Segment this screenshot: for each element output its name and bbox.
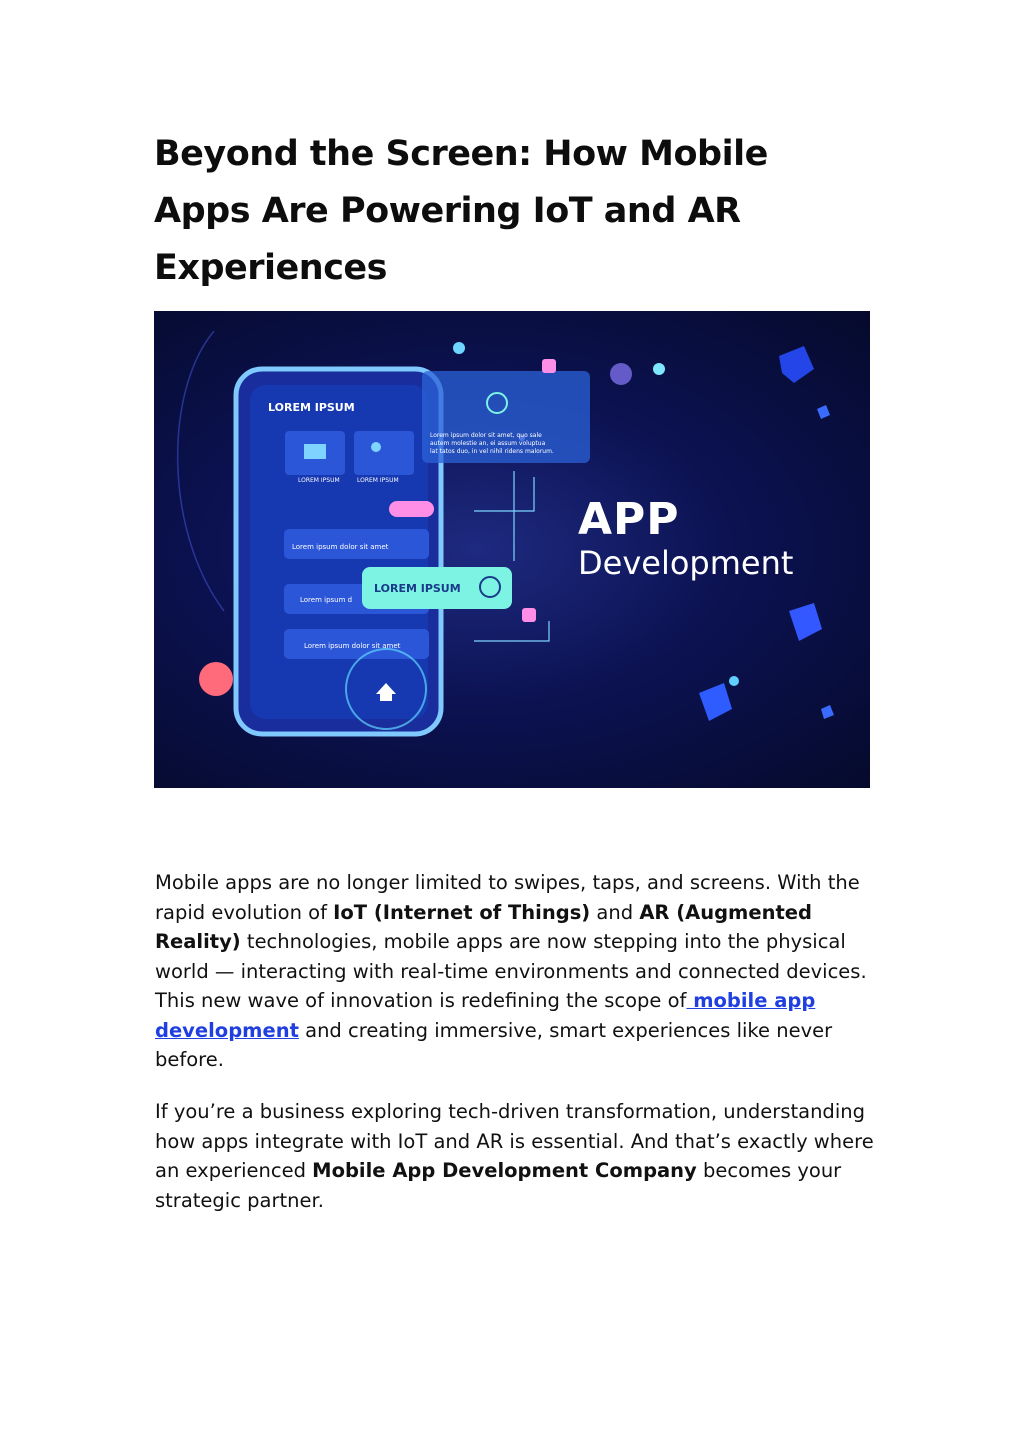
hero-heading: APP bbox=[578, 494, 680, 545]
toggle-pill bbox=[389, 501, 434, 517]
glow-dot bbox=[729, 676, 739, 686]
bold-term: Mobile App Development Company bbox=[312, 1159, 697, 1182]
bold-term: AR (Augmented Reality) bbox=[155, 900, 812, 953]
swirl-line bbox=[178, 331, 224, 611]
connector-line bbox=[474, 471, 549, 641]
popup-text: autem molestie an, ei assum voluptua bbox=[430, 440, 546, 447]
glow-dot bbox=[610, 363, 632, 385]
glow-dot bbox=[453, 342, 465, 354]
glow-dot bbox=[199, 662, 233, 696]
close-icon bbox=[542, 359, 556, 373]
text-run: Mobile apps are no longer limited to swipes, taps, and screens. With the rapid evolution of bbox=[155, 871, 860, 924]
icon-label: LOREM IPSUM bbox=[298, 477, 340, 484]
cube-shape bbox=[699, 683, 732, 721]
article-title: Beyond the Screen: How Mobile Apps Are Powering IoT and AR Experiences bbox=[154, 134, 768, 288]
phone-row-text: Lorem ipsum dolor sit amet bbox=[304, 642, 401, 650]
cube-shape bbox=[817, 405, 830, 419]
text-run: technologies, mobile apps are now stepping into the physical world — interacting with real-time environments and connected devices. This new wave of innovation is redefining the scope of bbox=[155, 930, 867, 1012]
hero-subheading: Development bbox=[578, 544, 794, 582]
cube-shape bbox=[789, 603, 822, 641]
text-run: becomes your strategic partner. bbox=[155, 1159, 842, 1212]
cube-shape bbox=[821, 705, 834, 719]
phone-title: LOREM IPSUM bbox=[268, 401, 355, 414]
phone-row-text: Lorem ipsum dolor sit amet bbox=[292, 543, 389, 551]
popup-text: lat tatos duo, in vel nihil ridens malorum. bbox=[430, 448, 554, 455]
phone-tile bbox=[354, 431, 414, 475]
hero-illustration bbox=[154, 311, 870, 788]
glow-dot bbox=[653, 363, 665, 375]
mobile-app-development-link[interactable]: mobile app development bbox=[155, 989, 816, 1042]
mail-icon bbox=[304, 444, 326, 459]
close-icon bbox=[522, 608, 536, 622]
cube-shape bbox=[779, 346, 814, 383]
bold-term: IoT (Internet of Things) bbox=[333, 900, 591, 924]
text-run: If you’re a business exploring tech-driven transformation, understanding how apps integrate with IoT and AR is essential. And that’s exactly where an experienced bbox=[155, 1100, 874, 1182]
phone-row-text: Lorem ipsum d bbox=[300, 596, 353, 604]
text-run: and bbox=[590, 900, 640, 924]
popup-text: Lorem ipsum dolor sit amet, quo sale bbox=[430, 432, 542, 439]
user-icon bbox=[371, 442, 381, 452]
floating-button-label: LOREM IPSUM bbox=[374, 582, 461, 595]
text-run: and creating immersive, smart experiences like never before. bbox=[155, 1018, 833, 1071]
second-paragraph bbox=[155, 1097, 875, 1215]
icon-label: LOREM IPSUM bbox=[357, 477, 399, 484]
intro-paragraph bbox=[155, 868, 875, 1075]
